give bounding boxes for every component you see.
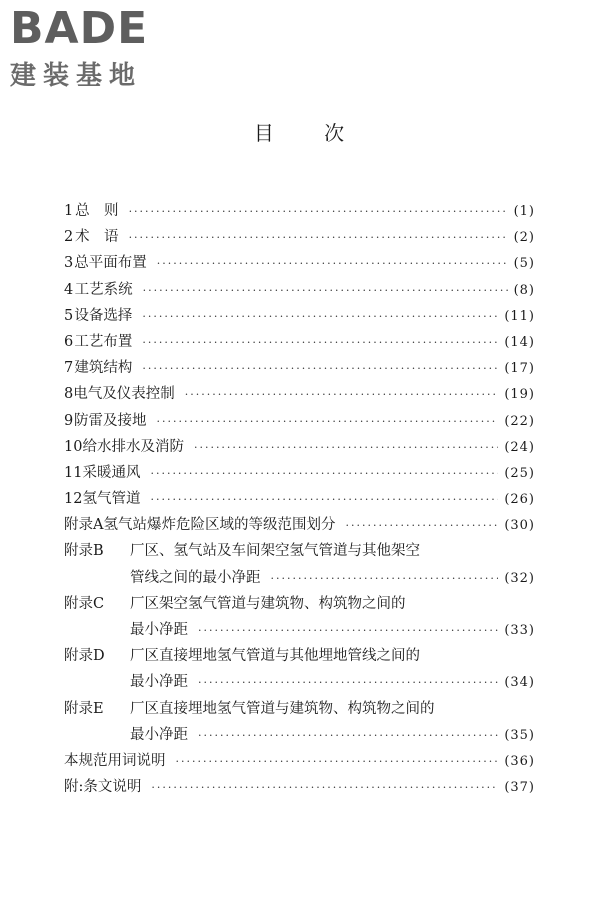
- toc-entry-title: 采暖通风: [82, 464, 141, 481]
- toc-entry-line: [64, 486, 535, 513]
- toc-entry-line: [64, 250, 535, 277]
- toc-leader-dots: [142, 330, 498, 356]
- toc-entry-page: (26): [504, 492, 535, 508]
- toc-entry-number: 12: [64, 491, 83, 508]
- toc-entry[interactable]: [64, 303, 535, 329]
- toc-leader-dots: [157, 251, 508, 277]
- toc-entry-page: (1): [513, 204, 535, 219]
- toc-entry-lead: [64, 591, 535, 617]
- toc-entry-page: (17): [504, 361, 535, 377]
- toc-appendix-title: 厂区架空氢气管道与建筑物、构筑物之间的: [130, 595, 406, 612]
- toc-entry-page: (24): [504, 439, 535, 455]
- toc-entry-number: 11: [64, 464, 83, 481]
- toc-entry-line: [64, 696, 535, 722]
- toc-leader-dots: [142, 356, 498, 382]
- toc-entry[interactable]: [64, 408, 535, 434]
- toc-entry-number: 5: [64, 307, 74, 324]
- toc-entry-page: (14): [504, 334, 535, 350]
- toc-entry-page: (34): [504, 675, 535, 691]
- toc-entry-line: [64, 591, 535, 617]
- toc-entry-title: 工艺系统: [74, 281, 133, 298]
- toc-entry[interactable]: [64, 198, 535, 224]
- toc-appendix-label: 附录E: [64, 700, 104, 717]
- toc-entry-page: (32): [504, 570, 535, 586]
- toc-leader-dots: [143, 278, 508, 304]
- toc-entry-line: [64, 512, 535, 538]
- toc-entry-line: [64, 198, 535, 225]
- toc-appendix-title: 厂区直接埋地氢气管道与建筑物、构筑物之间的: [130, 700, 435, 717]
- toc-entry-line: [64, 460, 535, 487]
- toc-entry-line: [64, 669, 535, 695]
- toc-entry[interactable]: [64, 355, 535, 381]
- toc-appendix-title: 厂区、氢气站及车间架空氢气管道与其他架空: [130, 543, 420, 560]
- toc-entry-number: 7: [64, 360, 74, 377]
- toc-appendix-title-continued: 最小净距: [130, 674, 188, 691]
- toc-entry[interactable]: [64, 748, 535, 774]
- toc-entry-number: 1: [64, 203, 74, 219]
- toc-entry-lead: [130, 617, 535, 644]
- toc-entry-number: 6: [64, 333, 74, 350]
- toc-appendix-entry[interactable]: [64, 512, 535, 538]
- toc-entry-line: [64, 617, 535, 643]
- toc-entry-lead: [64, 696, 535, 722]
- toc-entry-line: [64, 748, 535, 775]
- toc-entry-title: 氢气管道: [82, 491, 141, 508]
- toc-entry-lead: [130, 722, 535, 749]
- toc-leader-dots: [129, 199, 508, 225]
- toc-entry-line: [64, 381, 535, 408]
- toc-appendix-title-continued: 最小净距: [130, 726, 188, 743]
- toc-entry-lead: [64, 512, 535, 539]
- toc-entry-page: (37): [504, 780, 535, 796]
- toc-appendix-title-continued: 管线之间的最小净距: [130, 569, 261, 586]
- toc-entry[interactable]: [64, 434, 535, 460]
- toc-entry-page: (5): [513, 256, 535, 272]
- toc-entry[interactable]: [64, 277, 535, 303]
- toc-entry[interactable]: [64, 460, 535, 486]
- toc-entry-page: (35): [504, 727, 535, 743]
- toc-entry[interactable]: [64, 224, 535, 250]
- toc-entry-line: [64, 538, 535, 564]
- toc-entry-page: (25): [504, 465, 535, 481]
- toc-entry-line: [64, 329, 535, 356]
- toc-appendix-entry[interactable]: [64, 591, 535, 643]
- toc-leader-dots: [129, 225, 508, 251]
- toc-leader-dots: [176, 749, 499, 775]
- toc-leader-dots: [156, 409, 498, 435]
- toc-entry-line: [64, 722, 535, 748]
- toc-entry-lead: [64, 538, 535, 564]
- toc-entry-number: 9: [64, 412, 74, 429]
- toc-appendix-label: 附录D: [64, 648, 105, 665]
- toc-entry-page: (36): [504, 753, 535, 769]
- toc-entry-page: (11): [504, 308, 535, 324]
- site-logo: [10, 4, 175, 96]
- toc-leader-dots: [198, 723, 498, 749]
- toc-entry-title: 总 则: [75, 203, 119, 219]
- toc-entry-line: [64, 355, 535, 382]
- toc-entry-title: 设备选择: [74, 307, 133, 324]
- toc-entry-line: [64, 303, 535, 330]
- toc-appendix-title-continued: 最小净距: [130, 622, 188, 638]
- toc-appendix-label: 附录A: [64, 517, 104, 534]
- toc-entry-number: 4: [64, 281, 74, 298]
- toc-entry-title: 防雷及接地: [73, 412, 147, 429]
- toc-entry-lead: [130, 565, 535, 592]
- toc-entry-page: (22): [504, 413, 535, 429]
- toc-entry-page: (19): [504, 387, 535, 403]
- toc-entry-line: [64, 643, 535, 669]
- toc-entry-title: 总平面布置: [74, 255, 147, 272]
- toc-appendix-entry[interactable]: [64, 696, 535, 748]
- logo-wordmark: BADE: [10, 3, 149, 54]
- toc-leader-dots: [185, 382, 499, 408]
- page-title: 目 次: [253, 121, 347, 145]
- toc-leader-dots: [345, 513, 498, 539]
- toc-entry-page: (8): [513, 282, 535, 298]
- toc-leader-dots: [150, 487, 498, 513]
- logo-subtitle: 建装基地: [10, 61, 143, 91]
- toc-entry-title: 建筑结构: [74, 360, 133, 377]
- toc-entry-number: 3: [64, 255, 74, 272]
- toc-appendix-entry[interactable]: [64, 643, 535, 695]
- toc-entry-title: 工艺布置: [74, 333, 133, 350]
- toc-entry-line: [64, 224, 535, 251]
- toc-appendix-label: 附录C: [64, 595, 105, 612]
- toc-leader-dots: [198, 670, 498, 696]
- toc-entry[interactable]: [64, 250, 535, 276]
- toc-entry-number: 8: [64, 386, 74, 403]
- toc-entry-line: [64, 277, 535, 304]
- toc-appendix-entry[interactable]: [64, 538, 535, 590]
- toc-leader-dots: [194, 435, 498, 461]
- toc-entry[interactable]: [64, 774, 535, 800]
- toc-entry-line: [64, 565, 535, 591]
- toc-entry-lead: [130, 669, 535, 696]
- toc-entry-page: (33): [504, 623, 535, 638]
- toc-appendix-title: 氢气站爆炸危险区域的等级范围划分: [103, 517, 336, 534]
- toc-entry-title: 本规范用词说明: [64, 752, 166, 769]
- toc-entry[interactable]: [64, 486, 535, 512]
- toc-entry[interactable]: [64, 329, 535, 355]
- toc-leader-dots: [150, 461, 498, 487]
- toc-entry-title: 给水排水及消防: [82, 438, 184, 455]
- toc-appendix-label: 附录B: [64, 543, 104, 560]
- toc-entry-lead: [64, 643, 535, 669]
- toc-leader-dots: [151, 775, 498, 801]
- toc-entry[interactable]: [64, 381, 535, 407]
- toc-leader-dots: [271, 566, 499, 592]
- toc-appendix-title: 厂区直接埋地氢气管道与其他埋地管线之间的: [130, 648, 420, 665]
- toc-entry-number: 2: [64, 229, 74, 246]
- toc-entry-title: 术 语: [75, 229, 119, 246]
- toc-entry-page: (30): [504, 518, 535, 534]
- toc-entry-title: 附:条文说明: [64, 779, 142, 796]
- toc-entry-page: (2): [513, 230, 535, 246]
- toc-entry-number: 10: [64, 438, 83, 455]
- toc-entry-line: [64, 434, 535, 461]
- toc-leader-dots: [142, 304, 498, 330]
- toc-entry-title: 电气及仪表控制: [73, 386, 175, 403]
- toc-entry-line: [64, 774, 535, 801]
- toc-entry-line: [64, 408, 535, 435]
- toc-leader-dots: [198, 618, 498, 644]
- table-of-contents: [64, 198, 535, 800]
